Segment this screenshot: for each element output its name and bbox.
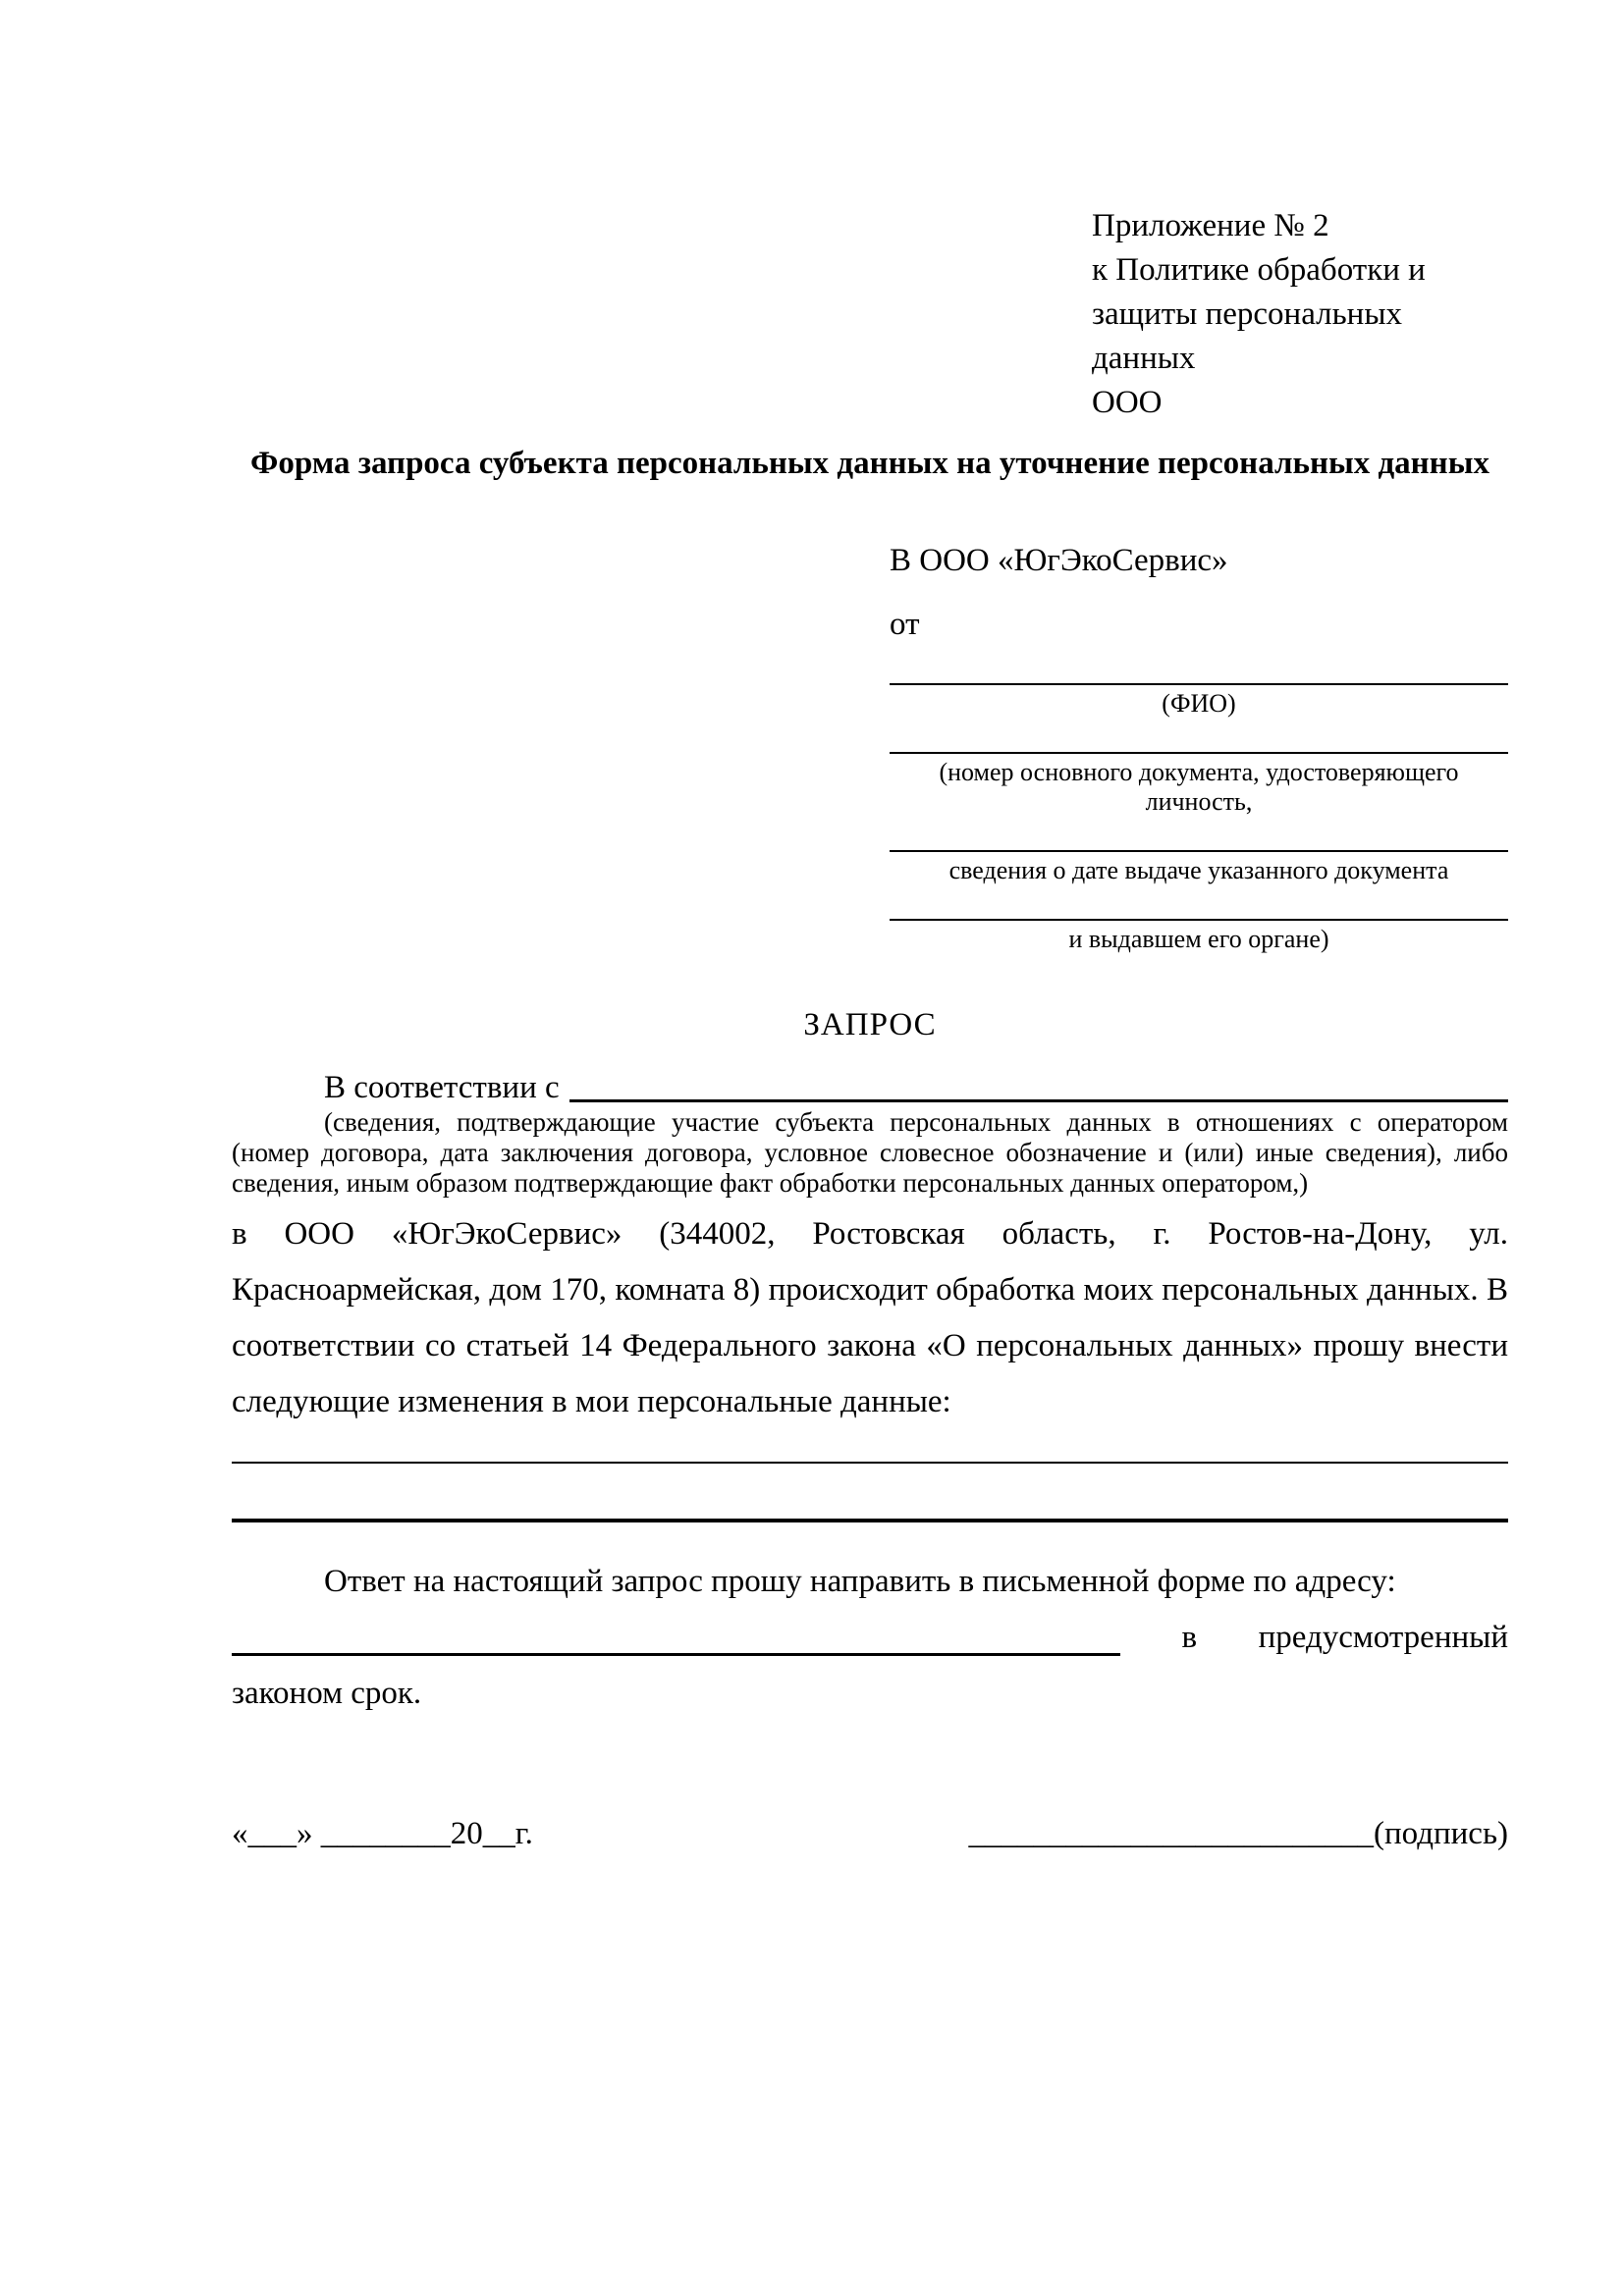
- issuing-authority-field: [890, 919, 1508, 954]
- reply-word-v: в: [1181, 1620, 1198, 1655]
- reply-word-predusmotrennyj: предусмотренный: [1258, 1620, 1508, 1655]
- signature-caption: (подпись): [1374, 1816, 1508, 1851]
- reply-paragraph: Ответ на настоящий запрос прошу направить в письменной форме по адресу:: [324, 1564, 1396, 1599]
- addressee-to: В ООО «ЮгЭкоСервис»: [890, 543, 1228, 578]
- reply-address-row: [232, 1610, 1508, 1666]
- changes-blank-line-2: [232, 1519, 1508, 1522]
- accordance-line: [232, 1068, 1508, 1107]
- fio-field: [890, 683, 1508, 719]
- appendix-header: [1092, 204, 1508, 425]
- body-paragraph: в ООО «ЮгЭкоСервис» (344002, Ростовская область, г. Ростов-на-Дону, ул. Красноармейская, дом 170, комната 8) происходит обработка моих персональных данных. В соответствии со статьей 14 Федерального закона «О персональных данных» прошу внести следующие изменения в мои персональные данные:: [232, 1216, 1508, 1419]
- appendix-header-line: защиты персональных данных: [1092, 296, 1402, 376]
- issue-date-blank-line: [890, 850, 1508, 852]
- document-number-blank-line: [890, 752, 1508, 754]
- document-number-field: [890, 752, 1508, 817]
- issue-date-field: [890, 850, 1508, 885]
- date-blank: «___» ________20__г.: [232, 1816, 533, 1851]
- appendix-header-line: ООО: [1092, 385, 1163, 420]
- reply-address-blank-line: [232, 1653, 1120, 1656]
- issuing-authority-caption: и выдавшем его органе): [1068, 925, 1329, 953]
- issue-date-caption: сведения о дате выдаче указанного документа: [948, 856, 1449, 884]
- appendix-header-line: Приложение № 2: [1092, 208, 1329, 243]
- accordance-footnote: (сведения, подтверждающие участие субъекта персональных данных в отношениях с оператором (номер договора, дата заключения договора, условное словесное обозначение и (или) иные сведения), либо сведения, иным образом подтверждающие факт обработки персональных данных оператором,): [232, 1107, 1508, 1198]
- reply-paragraph-end: законом срок.: [232, 1676, 422, 1711]
- document-number-caption: (номер основного документа, удостоверяющего личность,: [939, 758, 1459, 816]
- signature-blank-line: _________________________: [968, 1816, 1374, 1851]
- request-heading: ЗАПРОС: [803, 1007, 937, 1042]
- issuing-authority-blank-line: [890, 919, 1508, 921]
- signature-area: [969, 1812, 1509, 1856]
- changes-blank-line-1: [232, 1462, 1508, 1464]
- fio-caption: (ФИО): [1162, 689, 1236, 718]
- date-signature-row: [232, 1812, 1508, 1856]
- addressee-from-label: от: [890, 607, 920, 642]
- accordance-blank-line: [569, 1099, 1508, 1102]
- accordance-label: В соответствии с: [324, 1070, 560, 1105]
- addressee-block: [890, 541, 1508, 954]
- appendix-header-line: к Политике обработки и: [1092, 252, 1426, 288]
- document-content: [232, 204, 1508, 1856]
- fio-blank-line: [890, 683, 1508, 685]
- page-title: Форма запроса субъекта персональных данных на уточнение персональных данных: [250, 446, 1489, 481]
